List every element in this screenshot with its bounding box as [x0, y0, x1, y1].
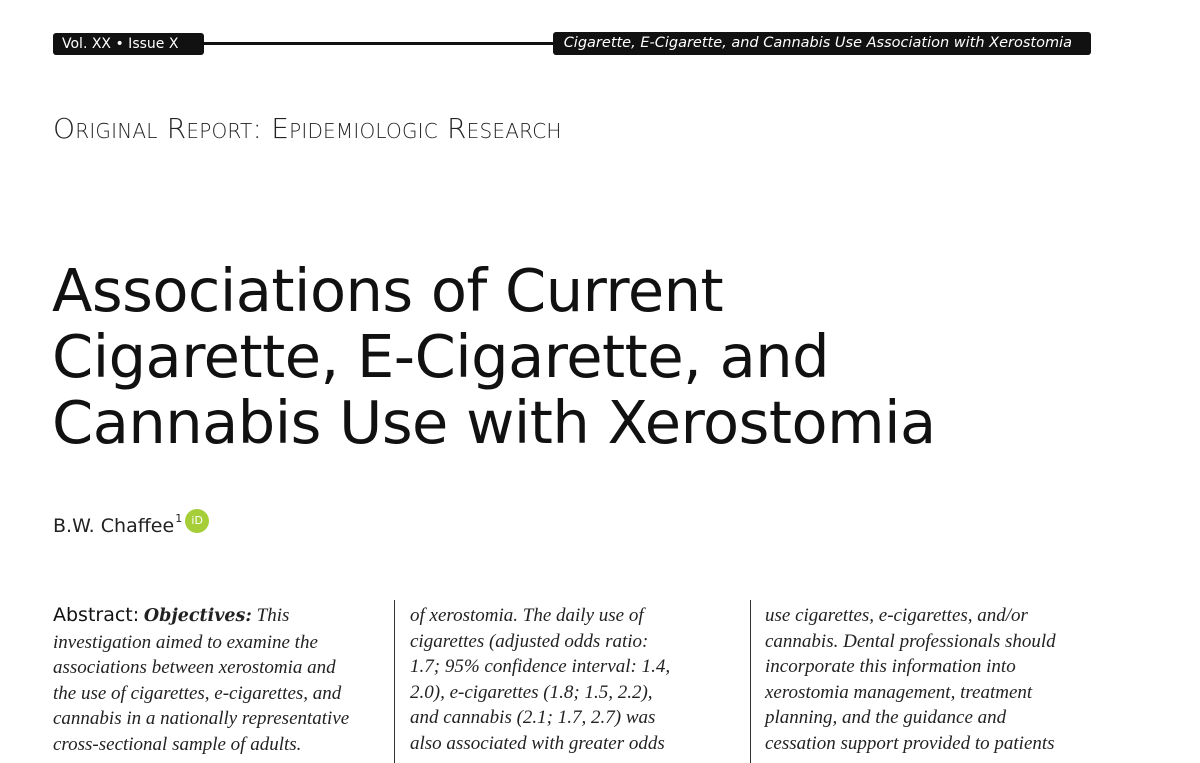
objectives-label: Objectives:	[143, 606, 252, 626]
abstract-line: cessation support provided to patients	[765, 732, 1055, 754]
column-divider	[750, 600, 751, 763]
section-label: Original Report: Epidemiologic Research	[53, 112, 562, 145]
abstract-line: cannabis in a nationally representative	[53, 708, 350, 730]
abstract-label: Abstract:	[53, 604, 140, 626]
abstract-line: cigarettes (adjusted odds ratio:	[410, 630, 649, 652]
abstract-line: associations between xerostomia and	[53, 657, 336, 679]
abstract-line: the use of cigarettes, e-cigarettes, and	[53, 682, 342, 704]
abstract-column-3	[765, 603, 1095, 757]
abstract-line: planning, and the guidance and	[765, 707, 1007, 729]
abstract-line: 2.0), e-cigarettes (1.8; 1.5, 2.2),	[410, 681, 653, 703]
abstract-line: investigation aimed to examine the	[53, 631, 318, 653]
article-title	[52, 258, 952, 456]
author-name[interactable]: B.W. Chaffee	[53, 515, 175, 537]
abstract-line: incorporate this information into	[765, 656, 1016, 678]
header-rule	[200, 42, 560, 45]
abstract-line: also associated with greater odds	[410, 732, 665, 754]
abstract-line: xerostomia management, treatment	[765, 681, 1033, 703]
abstract-line: use cigarettes, e-cigarettes, and/or	[765, 605, 1028, 626]
column-divider	[394, 600, 395, 763]
abstract-line: and cannabis (2.1; 1.7, 2.7) was	[410, 707, 656, 729]
abstract-text: This	[256, 605, 290, 626]
abstract-line: cross-sectional sample of adults.	[53, 733, 302, 755]
volume-issue-badge: Vol. XX • Issue X	[53, 33, 204, 55]
abstract-line	[53, 603, 385, 630]
orcid-icon[interactable]: iD	[185, 509, 209, 533]
running-title-badge: Cigarette, E-Cigarette, and Cannabis Use Association with Xerostomia	[553, 32, 1091, 55]
title-line: Cannabis Use with Xerostomia	[52, 388, 936, 457]
abstract-line: of xerostomia. The daily use of	[410, 605, 644, 626]
author-line	[53, 512, 209, 539]
abstract-column-2	[410, 603, 740, 757]
abstract-line: cannabis. Dental professionals should	[765, 630, 1056, 652]
title-line: Cigarette, E-Cigarette, and	[52, 322, 830, 391]
abstract-column-1	[53, 603, 385, 758]
affiliation-mark: 1	[175, 512, 183, 525]
abstract-line: 1.7; 95% confidence interval: 1.4,	[410, 656, 671, 678]
title-line: Associations of Current	[52, 256, 724, 325]
